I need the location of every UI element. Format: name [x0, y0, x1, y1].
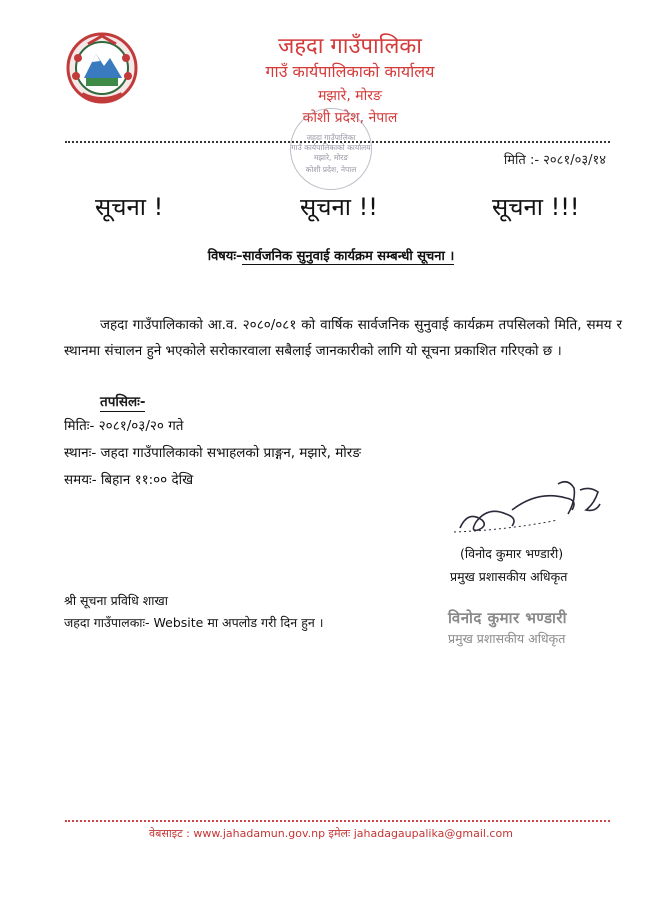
body-paragraph	[64, 312, 622, 364]
nepal-emblem-icon	[62, 30, 142, 106]
stamp-line-2: गाउँ कार्यपालिकाको कार्यालय	[291, 143, 371, 152]
footer-contact: वेबसाइट : www.jahadamun.gov.np इमेलः jahadagaupalika@gmail.com	[149, 827, 513, 840]
signatory-stamp-name: विनोद कुमार भण्डारी	[448, 609, 567, 627]
stamp-line-4: कोशी प्रदेश, नेपाल	[305, 165, 357, 174]
signatory-name: (विनोद कुमार भण्डारी)	[460, 546, 564, 561]
cc-recipient: श्री सूचना प्रविधि शाखा	[64, 593, 168, 608]
detail-time: समयः- बिहान ११:०० देखि	[64, 472, 194, 488]
body-text: जहदा गाउँपालिकाको आ.व. २०८०/०८१ को वार्षिक सार्वजनिक सुनुवाई कार्यक्रम तपसिलको मिति, समय र स्थानमा संचालन हुने भएकोले सरोकारवाला सबैलाई जानकारीको लागि यो सूचना प्रकाशित गरिएको छ ।	[64, 317, 622, 359]
stamp-line-1: जहदा गाउँपालिका	[306, 133, 356, 142]
stamp-line-3: मझारे, मोरङ	[313, 153, 349, 162]
details-heading: तपसिलः-	[100, 394, 146, 410]
office-seal-stamp	[290, 108, 372, 190]
signatory-title: प्रमुख प्रशासकीय अधिकृत	[450, 569, 568, 584]
subject-text: सार्वजनिक सुनुवाई कार्यक्रम सम्बन्धी सूचना ।	[242, 249, 455, 264]
document-date: मिति :- २०८१/०३/१४	[503, 153, 606, 168]
handwritten-signature	[448, 470, 608, 540]
notice-heading-2: सूचना !!	[300, 193, 378, 221]
municipality-name: जहदा गाउँपालिका	[278, 34, 422, 59]
subject-line	[0, 246, 662, 264]
signatory-stamp-title: प्रमुख प्रशासकीय अधिकृत	[448, 631, 566, 646]
detail-place: स्थानः- जहदा गाउँपालिकाको सभाहलको प्राङ्गन, मझारे, मोरङ	[64, 445, 361, 461]
subject-prefix: विषयः–	[207, 249, 243, 264]
office-province: कोशी प्रदेश, नेपाल	[302, 110, 398, 126]
notice-heading-3: सूचना !!!	[492, 193, 580, 221]
notice-heading-1: सूचना !	[95, 193, 164, 221]
footer-divider	[65, 820, 610, 822]
detail-date: मितिः- २०८१/०३/२० गते	[64, 418, 184, 434]
cc-instruction: जहदा गाउँपालकाः- Website मा अपलोड गरी दिन हुन ।	[64, 615, 324, 630]
office-name: गाउँ कार्यपालिकाको कार्यालय	[265, 62, 435, 81]
office-location: मझारे, मोरङ	[318, 88, 382, 104]
